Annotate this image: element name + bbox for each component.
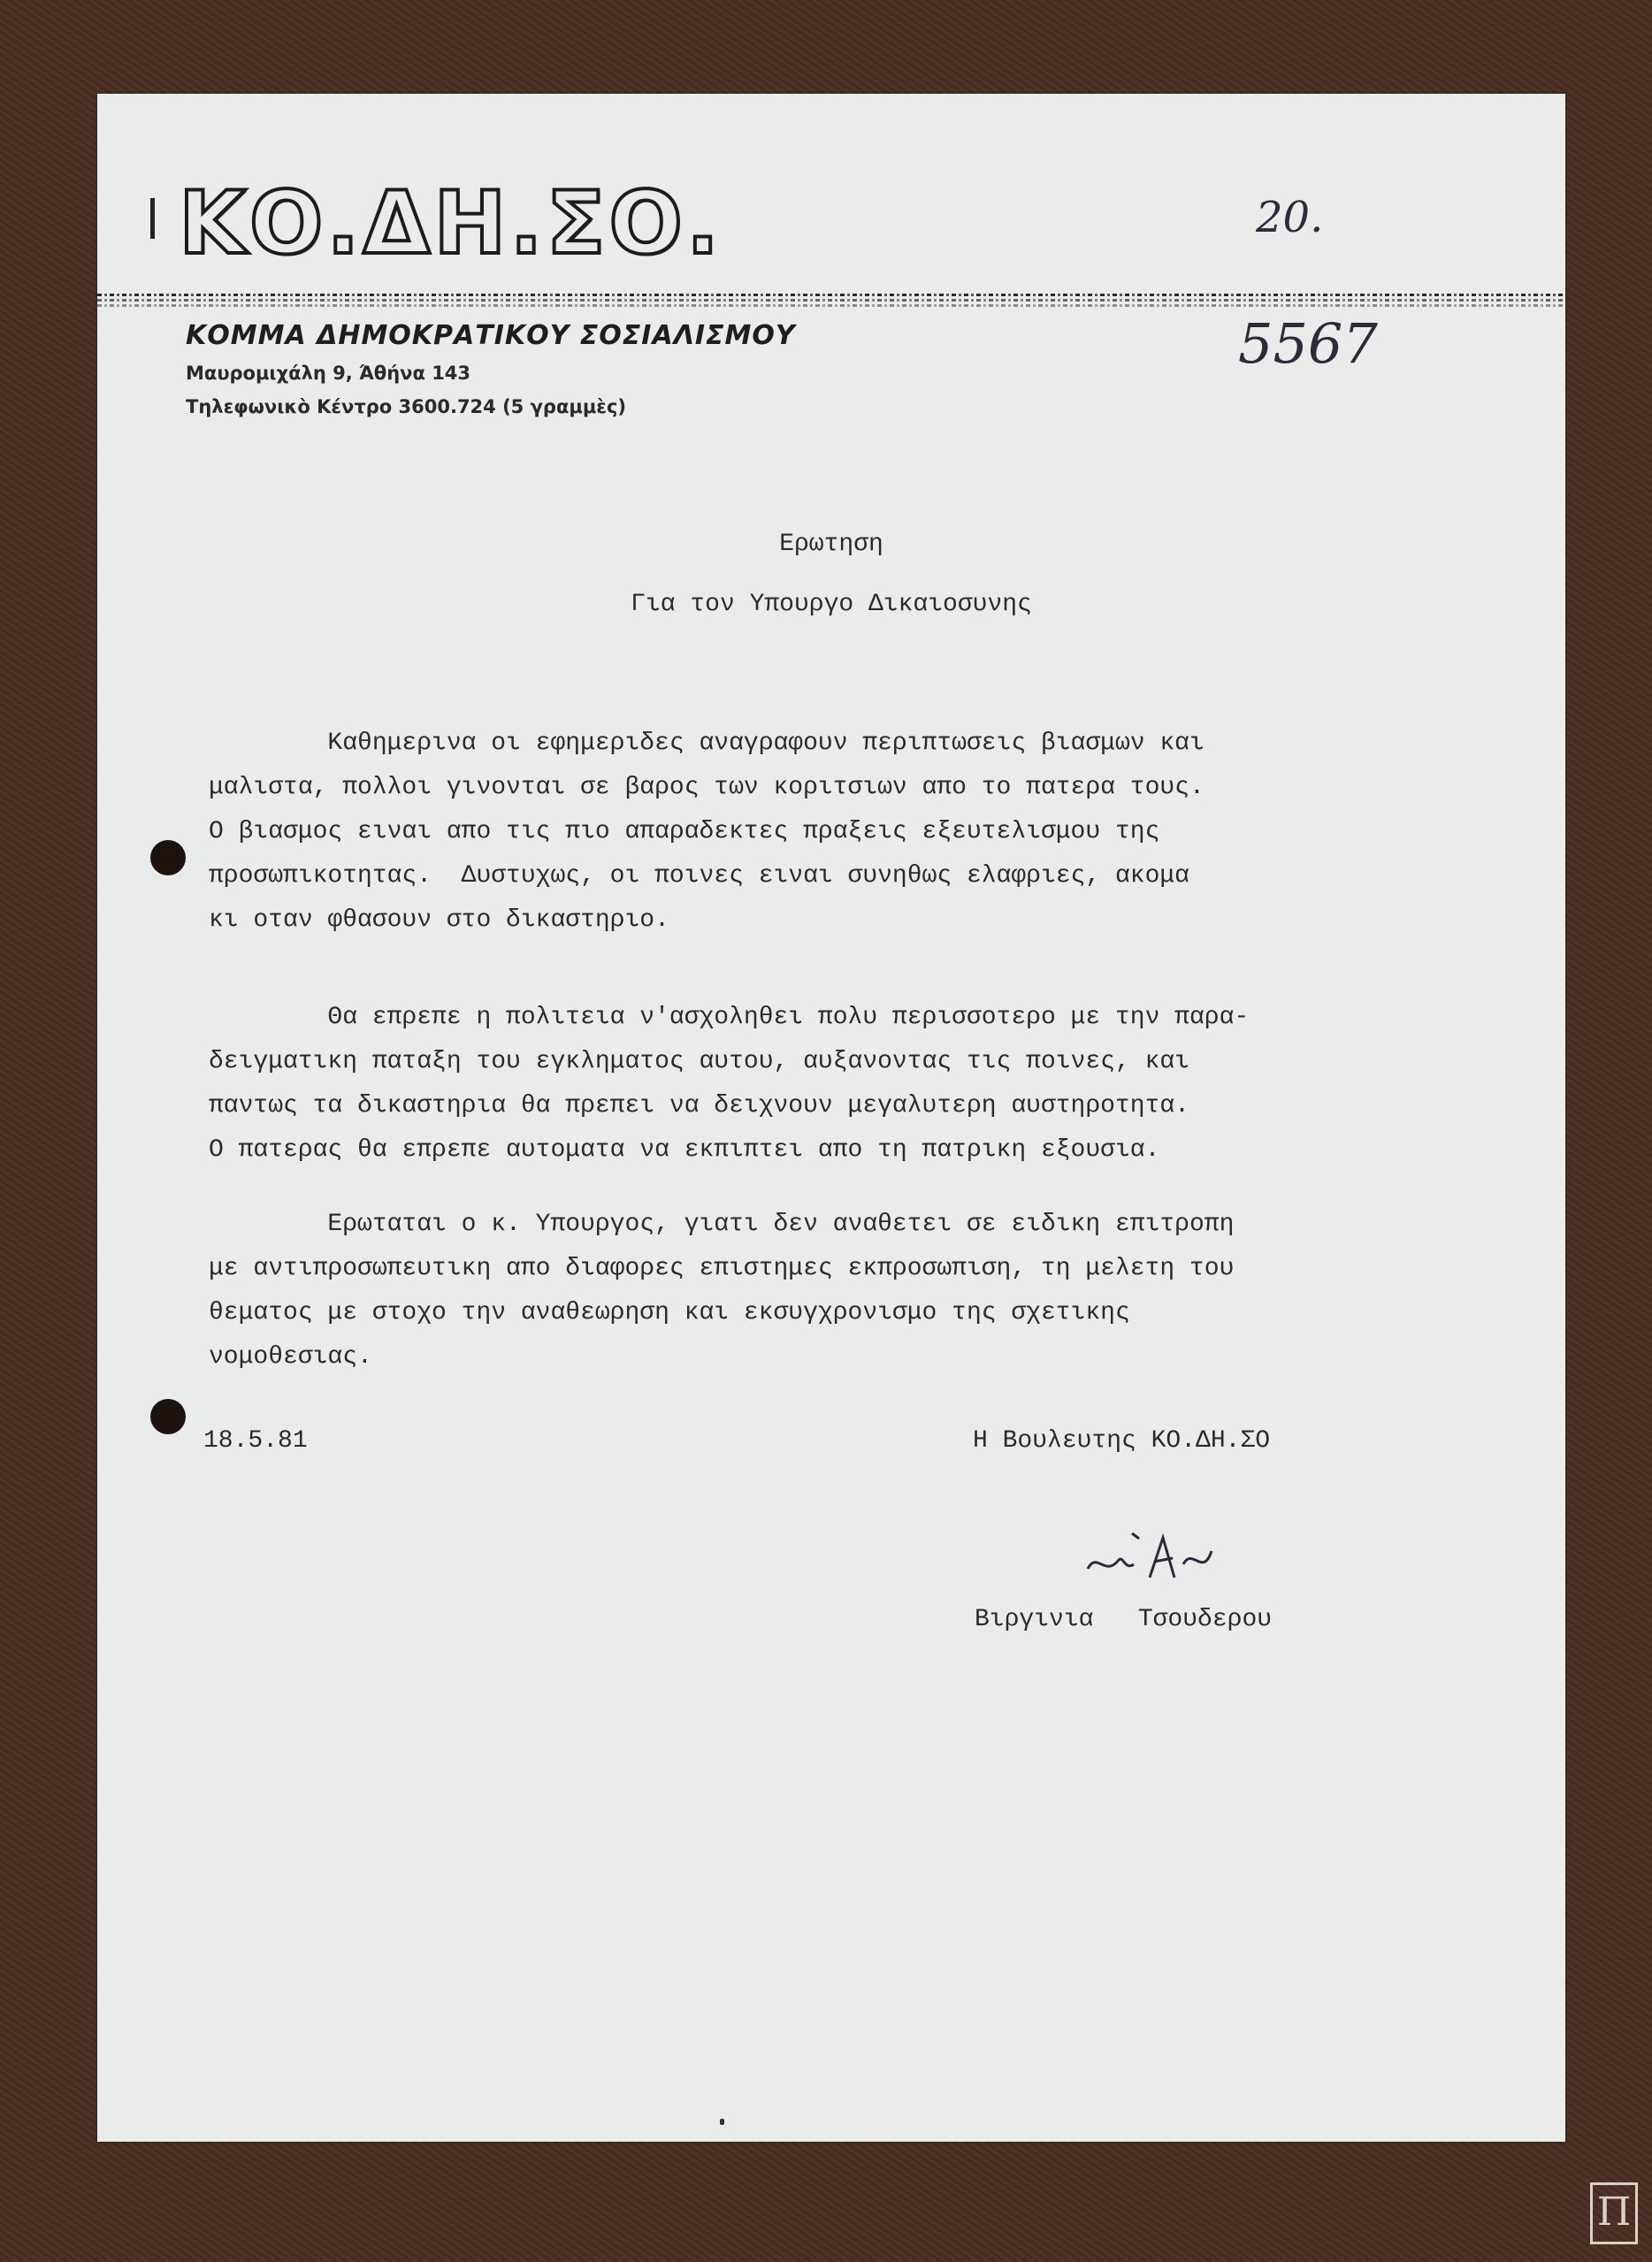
text-line: νομοθεσιας. bbox=[209, 1343, 372, 1371]
handwritten-reference-number: 5567 bbox=[1238, 311, 1378, 376]
letterhead-rule bbox=[97, 294, 1565, 296]
document-page bbox=[97, 94, 1565, 2142]
party-name: ΚΟΜΜΑ ΔΗΜΟΚΡΑΤΙΚΟΥ ΣΟΣΙΑΛΙΣΜΟΥ bbox=[186, 320, 796, 351]
text-line: Ερωταται ο κ. Υπουργος, γιατι δεν αναθετει σε ειδικη επιτροπη bbox=[209, 1211, 1235, 1238]
party-logo: ΚΟ.ΔΗ.ΣΟ. bbox=[179, 173, 723, 274]
body-paragraph-2 bbox=[209, 996, 1526, 1173]
text-line: Ο πατερας θα επρεπε αυτοματα να εκπιπτει απο τη πατρικη εξουσια. bbox=[209, 1136, 1160, 1164]
punch-hole bbox=[150, 1399, 186, 1434]
handwritten-page-number: 20. bbox=[1256, 193, 1324, 242]
document-subtitle: Για τον Υπουργο Δικαιοσυνης bbox=[631, 591, 1032, 618]
signer-name: Βιργινια Τσουδερου bbox=[975, 1606, 1273, 1633]
text-line: μαλιστα, πολλοι γινονται σε βαρος των κοριτσιων απο το πατερα τους. bbox=[209, 774, 1205, 801]
text-line: θεματος με στοχο την αναθεωρηση και εκσυγχρονισμο της σχετικης bbox=[209, 1299, 1130, 1326]
archive-logo-icon: Π bbox=[1590, 2182, 1638, 2244]
letterhead-rule bbox=[97, 304, 1565, 307]
party-address: Μαυρομιχάλη 9, Άθήνα 143 bbox=[186, 363, 471, 384]
body-paragraph-1 bbox=[209, 722, 1526, 943]
punch-hole bbox=[150, 840, 186, 875]
letterhead-rule bbox=[97, 299, 1565, 302]
paper-mark bbox=[720, 2119, 724, 2125]
signer-title: Η Βουλευτης ΚΟ.ΔΗ.ΣΟ bbox=[973, 1427, 1271, 1455]
text-line: Καθημερινα οι εφημεριδες αναγραφουν περιπτωσεις βιασμων και bbox=[209, 730, 1205, 757]
text-line: κι οταν φθασουν στο δικαστηριο. bbox=[209, 906, 669, 934]
body-paragraph-3 bbox=[209, 1203, 1526, 1379]
text-line: με αντιπροσωπευτικη απο διαφορες επιστημες εκπροσωπιση, τη μελετη του bbox=[209, 1255, 1235, 1282]
document-date: 18.5.81 bbox=[203, 1427, 308, 1455]
text-line: παντως τα δικαστηρια θα πρεπει να δειχνουν μεγαλυτερη αυστηροτητα. bbox=[209, 1092, 1189, 1120]
text-line: Ο βιασμος ειναι απο τις πιο απαραδεκτες πραξεις εξευτελισμου της bbox=[209, 818, 1160, 845]
text-line: προσωπικοτητας. Δυστυχως, οι ποινες ειναι συνηθως ελαφριες, ακομα bbox=[209, 862, 1189, 890]
party-phone: Τηλεφωνικὸ Κέντρο 3600.724 (5 γραμμὲς) bbox=[186, 396, 627, 417]
logo-tick-mark bbox=[150, 198, 155, 239]
handwritten-signature bbox=[1070, 1516, 1335, 1595]
text-line: Θα επρεπε η πολιτεια ν'ασχοληθει πολυ περισσοτερο με την παρα- bbox=[209, 1004, 1250, 1031]
text-line: δειγματικη παταξη του εγκληματος αυτου, αυξανοντας τις ποινες, και bbox=[209, 1048, 1189, 1075]
document-title: Ερωτηση bbox=[779, 531, 883, 558]
